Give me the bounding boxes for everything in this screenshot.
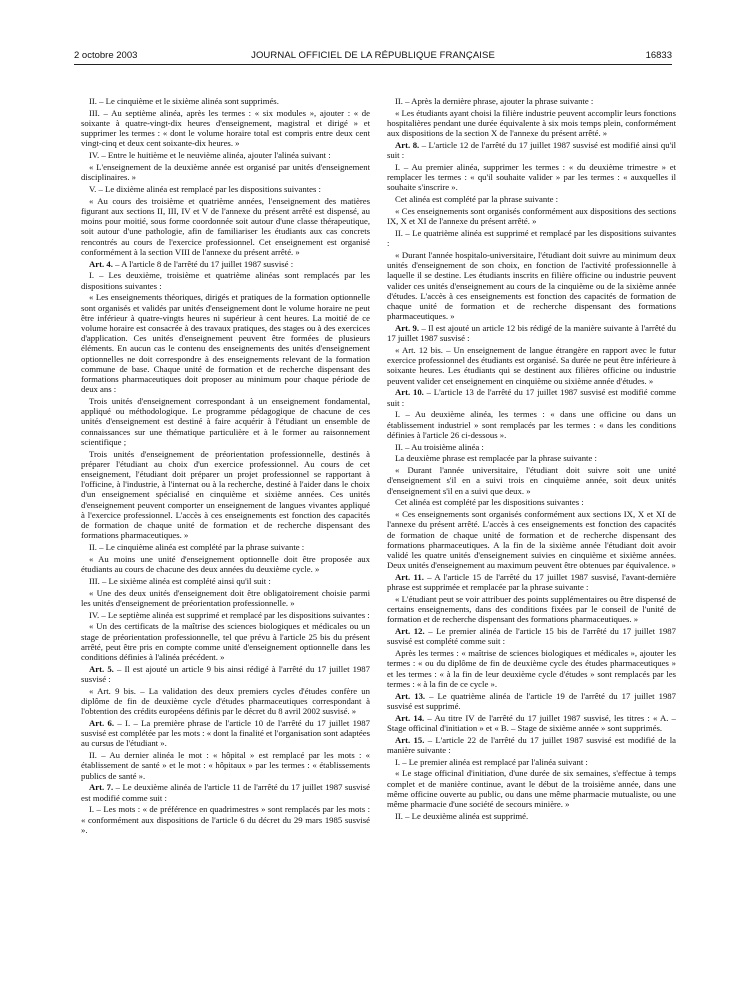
paragraph: Art. 7. – Le deuxième alinéa de l'article 11 de l'arrêté du 17 juillet 1987 susvisé est modifié comme suit : [81, 782, 370, 803]
right-column [387, 96, 676, 976]
paragraph: Trois unités d'enseignement de préorientation professionnelle, destinés à préparer l'étudiant au choix d'un exercice professionnel. Au cours de cet enseignement, l'étudiant doit préparer un projet professionnel se rapportant à l'officine, à l'industrie, à l'internat ou à la recherche, destiné à l'aider dans le choix d'un enseignement spécialisé en cinquième et sixième années. Ces unités d'enseignement peuvent comporter un enseignement de langues vivantes appliqué à l'exercice professionnel. L'accès à ces enseignements est fonction des capacités de formation de chaque unité de formation et de recherche dispensant des formations pharmaceutiques. » [81, 448, 370, 541]
paragraph: III. – Le sixième alinéa est complété ainsi qu'il suit : [89, 575, 271, 586]
paragraph: Trois unités d'enseignement correspondant à un enseignement fondamental, appliqué ou méthodologique. Le programme pédagogique de chacune de ces unités d'enseignement est destiné à faire acquérir à l'étudiant un ensemble de connaissances sur une thématique particulière et à le former au raisonnement scientifique ; [81, 396, 370, 447]
paragraph: « Ces enseignements sont organisés conformément aux dispositions des sections IX, X et XI de l'annexe du présent arrêté. » [387, 206, 676, 227]
paragraph: I. – Les mots : « de préférence en quadrimestres » sont remplacés par les mots : « conformément aux dispositions de l'article 6 du décret du 29 mars 1985 susvisé ». [81, 804, 370, 835]
paragraph: I. – Au deuxième alinéa, les termes : « dans une officine ou dans un établissement industriel » sont remplacés par les termes : « dans les conditions définies à l'article 26 ci-dessous ». [387, 409, 676, 440]
page-number: 16833 [645, 50, 672, 61]
paragraph: III. – Au septième alinéa, après les termes : « six modules », ajouter : « de soixante à quatre-vingt-dix heures d'enseignement, magistral et dirigé » et supprimer les termes : « dont le volume horaire total est compris entre deux cent vingt-cinq et deux cent soixante-dix heures. » [81, 107, 370, 149]
paragraph: Cet alinéa est complété par les dispositions suivantes : [395, 497, 584, 508]
paragraph: Art. 5. – Il est ajouté un article 9 bis ainsi rédigé à l'arrêté du 17 juillet 1987 susvisé : [81, 663, 370, 685]
paragraph: I. – Les deuxième, troisième et quatrième alinéas sont remplacés par les dispositions suivantes : [81, 270, 370, 291]
paragraph: Après les termes : « maîtrise de sciences biologiques et médicales », ajouter les termes : « ou du diplôme de fin de deuxième cycle des études pharmaceutiques » et les termes : « à la fin de leur deuxième cycle d'études » sont remplacés par les termes : « à la fin de ce cycle ». [387, 648, 676, 689]
paragraph: II. – Le quatrième alinéa est supprimé et remplacé par les dispositions suivantes : [387, 228, 676, 249]
paragraph: « L'étudiant peut se voir attribuer des points supplémentaires ou être dispensé de certains enseignements, dans des conditions fixées par le conseil de l'unité de formation et de recherche dispensant des formations pharmaceutiques. » [387, 594, 676, 625]
paragraph: Cet alinéa est complété par la phrase suivante : [395, 194, 559, 205]
paragraph: IV. – Entre le huitième et le neuvième alinéa, ajouter l'alinéa suivant : [89, 150, 331, 161]
paragraph: Art. 8. – L'article 12 de l'arrêté du 17 juillet 1987 susvisé est modifié ainsi qu'il suit : [387, 140, 676, 161]
paragraph: II. – Le cinquième alinéa est complété par la phrase suivante : [89, 542, 305, 553]
paragraph: Art. 10. – L'article 13 de l'arrêté du 17 juillet 1987 susvisé est modifié comme suit : [387, 387, 676, 408]
paragraph: I. – Le premier alinéa est remplacé par l'alinéa suivant : [395, 756, 588, 767]
paragraph: La deuxième phrase est remplacée par la phrase suivante : [395, 453, 597, 464]
paragraph: « Art. 12 bis. – Un enseignement de langue étrangère en rapport avec le futur exercice professionnel des étudiants est organisé. Sa durée ne peut être inférieure à soixante heures. Les étudiants qui se destinent aux filières officine ou industrie peuvent valider cet enseignement en cinquième ou sixième année d'études. » [387, 345, 676, 386]
header-rule [74, 64, 672, 65]
publication-date: 2 octobre 2003 [74, 50, 138, 61]
paragraph: Art. 11. – A l'article 15 de l'arrêté du 17 juillet 1987 susvisé, l'avant-dernière phrase est supprimée et remplacée par la phrase suivante : [387, 572, 676, 593]
paragraph: Art. 6. – I. – La première phrase de l'article 10 de l'arrêté du 17 juillet 1987 susvisé est complétée par les mots : « dont la finalité et l'organisation sont adaptées au cursus de l'étudiant ». [81, 718, 370, 749]
paragraph: V. – Le dixième alinéa est remplacé par les dispositions suivantes : [89, 184, 321, 194]
paragraph: Art. 15. – L'article 22 de l'arrêté du 17 juillet 1987 susvisé est modifié de la manière suivante : [387, 734, 676, 755]
paragraph: Art. 14. – Au titre IV de l'arrêté du 17 juillet 1987 susvisé, les titres : « A. – Stage officinal d'initiation » et « B. – Stage de sixième année » sont supprimés. [387, 712, 676, 733]
paragraph: II. – Le cinquième et le sixième alinéa sont supprimés. [89, 96, 279, 106]
paragraph: « Au moins une unité d'enseignement optionnelle doit être proposée aux étudiants au cours de chacune des deux années du deuxième cycle. » [81, 553, 370, 575]
left-column [81, 96, 370, 976]
paragraph: II. – Le deuxième alinéa est supprimé. [395, 810, 529, 821]
journal-title: JOURNAL OFFICIEL DE LA RÉPUBLIQUE FRANÇAISE [251, 50, 495, 61]
page-header [74, 50, 672, 64]
paragraph: « Durant l'année hospitalo-universitaire, l'étudiant doit suivre au minimum deux unités d'enseignement de son choix, en fonction de l'activité professionnelle à laquelle il se destine. Les étudiants inscrits en filière officine ou industrie peuvent valider ces unités d'enseignement au cours de la cinquième ou de la sixième année d'études. L'accès à ces enseignements est fonction des capacités de formation de chaque unité de formation et de recherche dispensant des formations pharmaceutiques. » [387, 250, 676, 322]
paragraph: « Les enseignements théoriques, dirigés et pratiques de la formation optionnelle sont organisés et validés par unités d'enseignement dont le volume horaire ne peut être inférieur à quatre-vingts heures ni supérieur à cent heures. La moitié de ce volume horaire est consacrée à des travaux pratiques, des stages ou à des exercices d'application. Ces unités d'enseignement peuvent être formées de plusieurs éléments. En aucun cas le contenu des enseignements des unités d'enseignement optionnelles ne doit correspondre à des enseignements relevant de la formation commune de base. Chaque unité de formation et de recherche dispensant des formations pharmaceutiques doit proposer au minimum pour chaque période de deux ans : [81, 292, 370, 395]
paragraph: IV. – Le septième alinéa est supprimé et remplacé par les dispositions suivantes : [89, 609, 370, 620]
paragraph: « L'enseignement de la deuxième année est organisé par unités d'enseignement disciplinaires. » [81, 162, 370, 183]
paragraph: « Ces enseignements sont organisés conformément aux sections IX, X et XI de l'annexe du présent arrêté. L'accès à ces enseignements est fonction des capacités de formation de chaque unité de formation et de recherche dispensant des formations pharmaceutiques. A la fin de la sixième année l'étudiant doit avoir validé les quatre unités d'enseignement suivies en cinquième et sixième années. Deux unités d'enseignement au maximum peuvent être obtenues par équivalence. » [387, 509, 676, 571]
paragraph: II. – Au troisième alinéa : [395, 441, 484, 452]
paragraph: Art. 12. – Le premier alinéa de l'article 15 bis de l'arrêté du 17 juillet 1987 susvisé est complété comme suit : [387, 626, 676, 647]
paragraph: « Les étudiants ayant choisi la filière industrie peuvent accomplir leurs fonctions hospitalières pendant une durée équivalente à six mois temps plein, conformément aux dispositions de la section X de l'annexe du présent arrêté. » [387, 107, 676, 139]
paragraph: « Une des deux unités d'enseignement doit être obligatoirement choisie parmi les unités d'enseignement de préorientation professionnelle. » [81, 587, 370, 608]
paragraph: Art. 4. – A l'article 8 de l'arrêté du 17 juillet 1987 susvisé : [89, 258, 294, 269]
paragraph: « Le stage officinal d'initiation, d'une durée de six semaines, s'effectue à temps complet et de manière continue, avant le début de la troisième année, dans une même officine ouverte au public, ou dans une même pharmacie mutualiste, ou une même pharmacie d'une société de secours minière. » [387, 768, 676, 810]
paragraph: Art. 13. – Le quatrième alinéa de l'article 19 de l'arrêté du 17 juillet 1987 susvisé est supprimé. [387, 690, 676, 711]
paragraph: II. – Après la dernière phrase, ajouter la phrase suivante : [395, 96, 594, 106]
paragraph: « Art. 9 bis. – La validation des deux premiers cycles d'études confère un diplôme de fin de deuxième cycle d'études pharmaceutiques correspondant à l'obtention des crédits européens définis par le décret du 8 avril 2002 susvisé. » [81, 685, 370, 717]
paragraph: « Un des certificats de la maîtrise des sciences biologiques et médicales ou un stage de préorientation professionnelle, tel que prévu à l'article 25 bis du présent arrêté, peut être pris en compte comme unité d'enseignement optionnelle dans les conditions définies à l'alinéa précédent. » [81, 621, 370, 663]
paragraph: Art. 9. – Il est ajouté un article 12 bis rédigé de la manière suivante à l'arrêté du 17 juillet 1987 susvisé : [387, 323, 676, 344]
paragraph: II. – Au dernier alinéa le mot : « hôpital » est remplacé par les mots : « établissement de santé » et le mot : « hôpitaux » par les termes : « établissements publics de santé ». [81, 750, 370, 781]
paragraph: « Durant l'année universitaire, l'étudiant doit suivre soit une unité d'enseignement s'il en a suivi trois en cinquième année, soit deux unités d'enseignement s'il en a suivi que deux. » [387, 465, 676, 496]
paragraph: « Au cours des troisième et quatrième années, l'enseignement des matières figurant aux sections II, III, IV et V de l'annexe du présent arrêté est dispensé, au moins pour moitié, sous forme coordonnée soit autour d'une classe thérapeutique, soit autour d'une pathologie, afin de familiariser les étudiants aux cas concrets rencontrés au cours de l'exercice professionnel. Cet enseignement est organisé conformément à la section VIII de l'annexe du présent arrêté. » [81, 195, 370, 257]
paragraph: I. – Au premier alinéa, supprimer les termes : « du deuxième trimestre » et remplacer les termes : « qu'il souhaite valider » par les termes : « auxquelles il souhaite s'inscrire ». [387, 162, 676, 193]
